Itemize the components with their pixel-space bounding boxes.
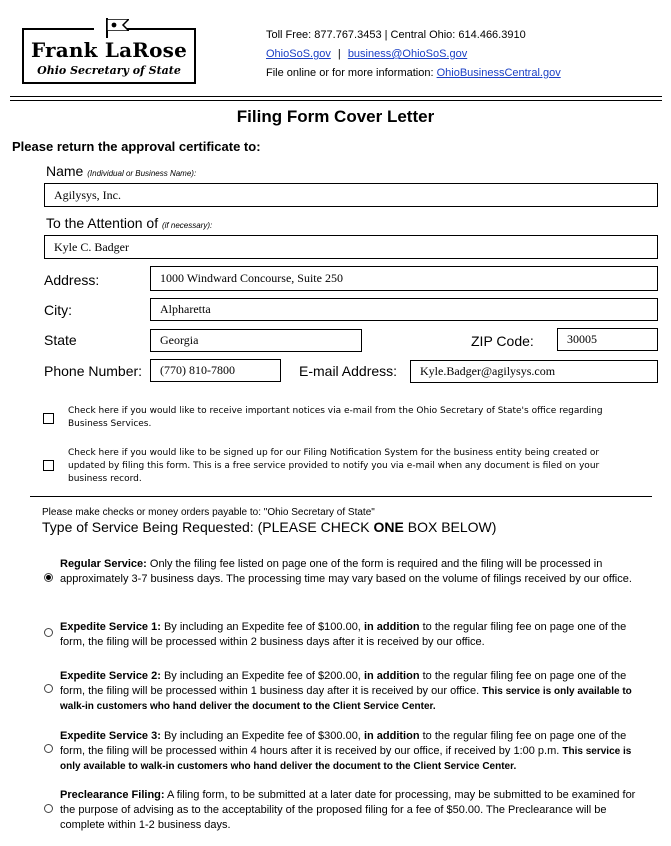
city-value: Alpharetta — [160, 302, 211, 316]
expedite-2-desc-a: By including an Expedite fee of $200.00, — [160, 670, 364, 682]
name-label-text: Name — [46, 163, 84, 179]
email-notices-checkbox[interactable] — [43, 413, 54, 424]
divider — [10, 96, 662, 97]
expedite-2-text — [60, 669, 650, 714]
expedite-2-desc-b: to the regular filing fee on page one of the form, the filing will be processed within 1 business day after it is received by our office. — [60, 670, 627, 697]
logo-name: Frank LaRose — [30, 38, 188, 62]
email-label: E-mail Address: — [299, 363, 398, 379]
attention-label-text: To the Attention of — [46, 215, 159, 231]
zip-field[interactable] — [557, 328, 658, 351]
expedite-3-bold: in addition — [363, 730, 420, 742]
attention-field[interactable] — [44, 235, 658, 259]
filing-notification-text: Check here if you would like to be signed up for our Filing Notification System for the business entity being created or updated by filing this form. This is a free service provided to notify you via e-mail when any document is filed on your business record. — [68, 448, 600, 484]
return-heading: Please return the approval certificate to: — [12, 139, 261, 154]
name-label — [46, 163, 196, 179]
logo-subtitle: Ohio Secretary of State — [37, 64, 181, 77]
expedite-1-desc-b: to the regular filing fee on page one of the form, the filing will be processed within 2 business days after it is received by our office. — [60, 621, 627, 648]
contact-links — [266, 48, 467, 60]
expedite-3-title: Expedite Service 3: — [60, 730, 161, 742]
regular-service-radio[interactable] — [44, 573, 53, 582]
regular-service-desc: Only the filing fee listed on page one of the form is required and the filing will be processed in approximately 3-7 business days. The processing time may vary based on the volume of filings received by our office. — [60, 558, 632, 585]
service-heading-prefix: Type of Service Being Requested: (PLEASE CHECK — [42, 519, 374, 535]
file-online-line — [266, 67, 561, 79]
attention-value: Kyle C. Badger — [54, 239, 129, 254]
phone-field[interactable] — [150, 359, 281, 382]
preclearance-title: Preclearance Filing: — [60, 789, 165, 801]
city-label: City: — [44, 302, 72, 318]
service-heading-suffix: BOX BELOW) — [403, 519, 497, 535]
contact-line: Toll Free: 877.767.3453 | Central Ohio: 614.466.3910 — [266, 29, 526, 41]
zip-value: 30005 — [567, 332, 597, 346]
attention-hint: (if necessary): — [161, 221, 213, 230]
state-value: Georgia — [160, 333, 199, 347]
expedite-3-radio[interactable] — [44, 744, 53, 753]
attention-label — [46, 215, 212, 231]
ohio-flag-icon — [107, 19, 129, 31]
expedite-2-title: Expedite Service 2: — [60, 670, 161, 682]
preclearance-desc: A filing form, to be submitted at a later date for processing, may be submitted to be examined for the purpose of advising as to the acceptability of the proposed filing for a fee of $50.00. The Preclearance will be complete within 1-2 business days. — [60, 789, 636, 831]
name-hint: (Individual or Business Name): — [87, 169, 197, 178]
name-field[interactable] — [44, 183, 658, 207]
address-value: 1000 Windward Concourse, Suite 250 — [160, 271, 343, 285]
payable-note: Please make checks or money orders payable to: "Ohio Secretary of State" — [42, 507, 375, 518]
divider — [30, 496, 652, 497]
regular-service-text — [60, 557, 650, 587]
filing-notification-checkbox[interactable] — [43, 460, 54, 471]
state-field[interactable] — [150, 329, 362, 352]
separator: | — [337, 48, 341, 60]
page-title: Filing Form Cover Letter — [236, 107, 435, 126]
phone-label: Phone Number: — [44, 363, 143, 379]
expedite-3-walkin: This service is only available to walk-in customers who hand deliver the document to the Client Service Center. — [60, 746, 632, 772]
regular-service-title: Regular Service: — [60, 558, 147, 570]
expedite-1-text — [60, 620, 650, 650]
divider — [10, 100, 662, 101]
name-value: Agilysys, Inc. — [54, 187, 121, 202]
expedite-1-title: Expedite Service 1: — [60, 621, 161, 633]
expedite-2-radio[interactable] — [44, 684, 53, 693]
expedite-3-text — [60, 729, 650, 774]
email-field[interactable] — [410, 360, 658, 383]
service-heading — [42, 519, 496, 535]
city-field[interactable] — [150, 298, 658, 321]
state-label: State — [44, 332, 77, 348]
expedite-3-desc-a: By including an Expedite fee of $300.00, — [160, 730, 364, 742]
expedite-2-walkin: This service is only available to walk-in customers who hand deliver the document to the Client Service Center. — [60, 686, 632, 712]
expedite-1-bold: in addition — [363, 621, 420, 633]
file-online-text: File online or for more information: — [266, 67, 434, 79]
email-link[interactable]: business@OhioSoS.gov — [347, 48, 468, 60]
address-label: Address: — [44, 272, 100, 288]
expedite-2-bold: in addition — [363, 670, 420, 682]
expedite-1-radio[interactable] — [44, 628, 53, 637]
zip-label: ZIP Code: — [471, 333, 534, 349]
email-value: Kyle.Badger@agilysys.com — [420, 364, 556, 378]
business-central-link[interactable]: OhioBusinessCentral.gov — [436, 67, 561, 79]
preclearance-radio[interactable] — [44, 804, 53, 813]
email-notices-text: Check here if you would like to receive important notices via e-mail from the Ohio Secretary of State's office regarding Business Services. — [68, 406, 603, 429]
phone-value: (770) 810-7800 — [160, 363, 235, 377]
preclearance-text — [60, 788, 650, 833]
expedite-3-desc-b: to the regular filing fee on page one of the form, the filing will be processed within 4 hours after it is received by our office, if received by 1:00 p.m. — [60, 730, 627, 757]
address-field[interactable] — [150, 266, 658, 291]
website-link[interactable]: OhioSoS.gov — [266, 48, 331, 60]
expedite-1-desc-a: By including an Expedite fee of $100.00, — [160, 621, 364, 633]
service-heading-bold: ONE — [373, 519, 404, 535]
